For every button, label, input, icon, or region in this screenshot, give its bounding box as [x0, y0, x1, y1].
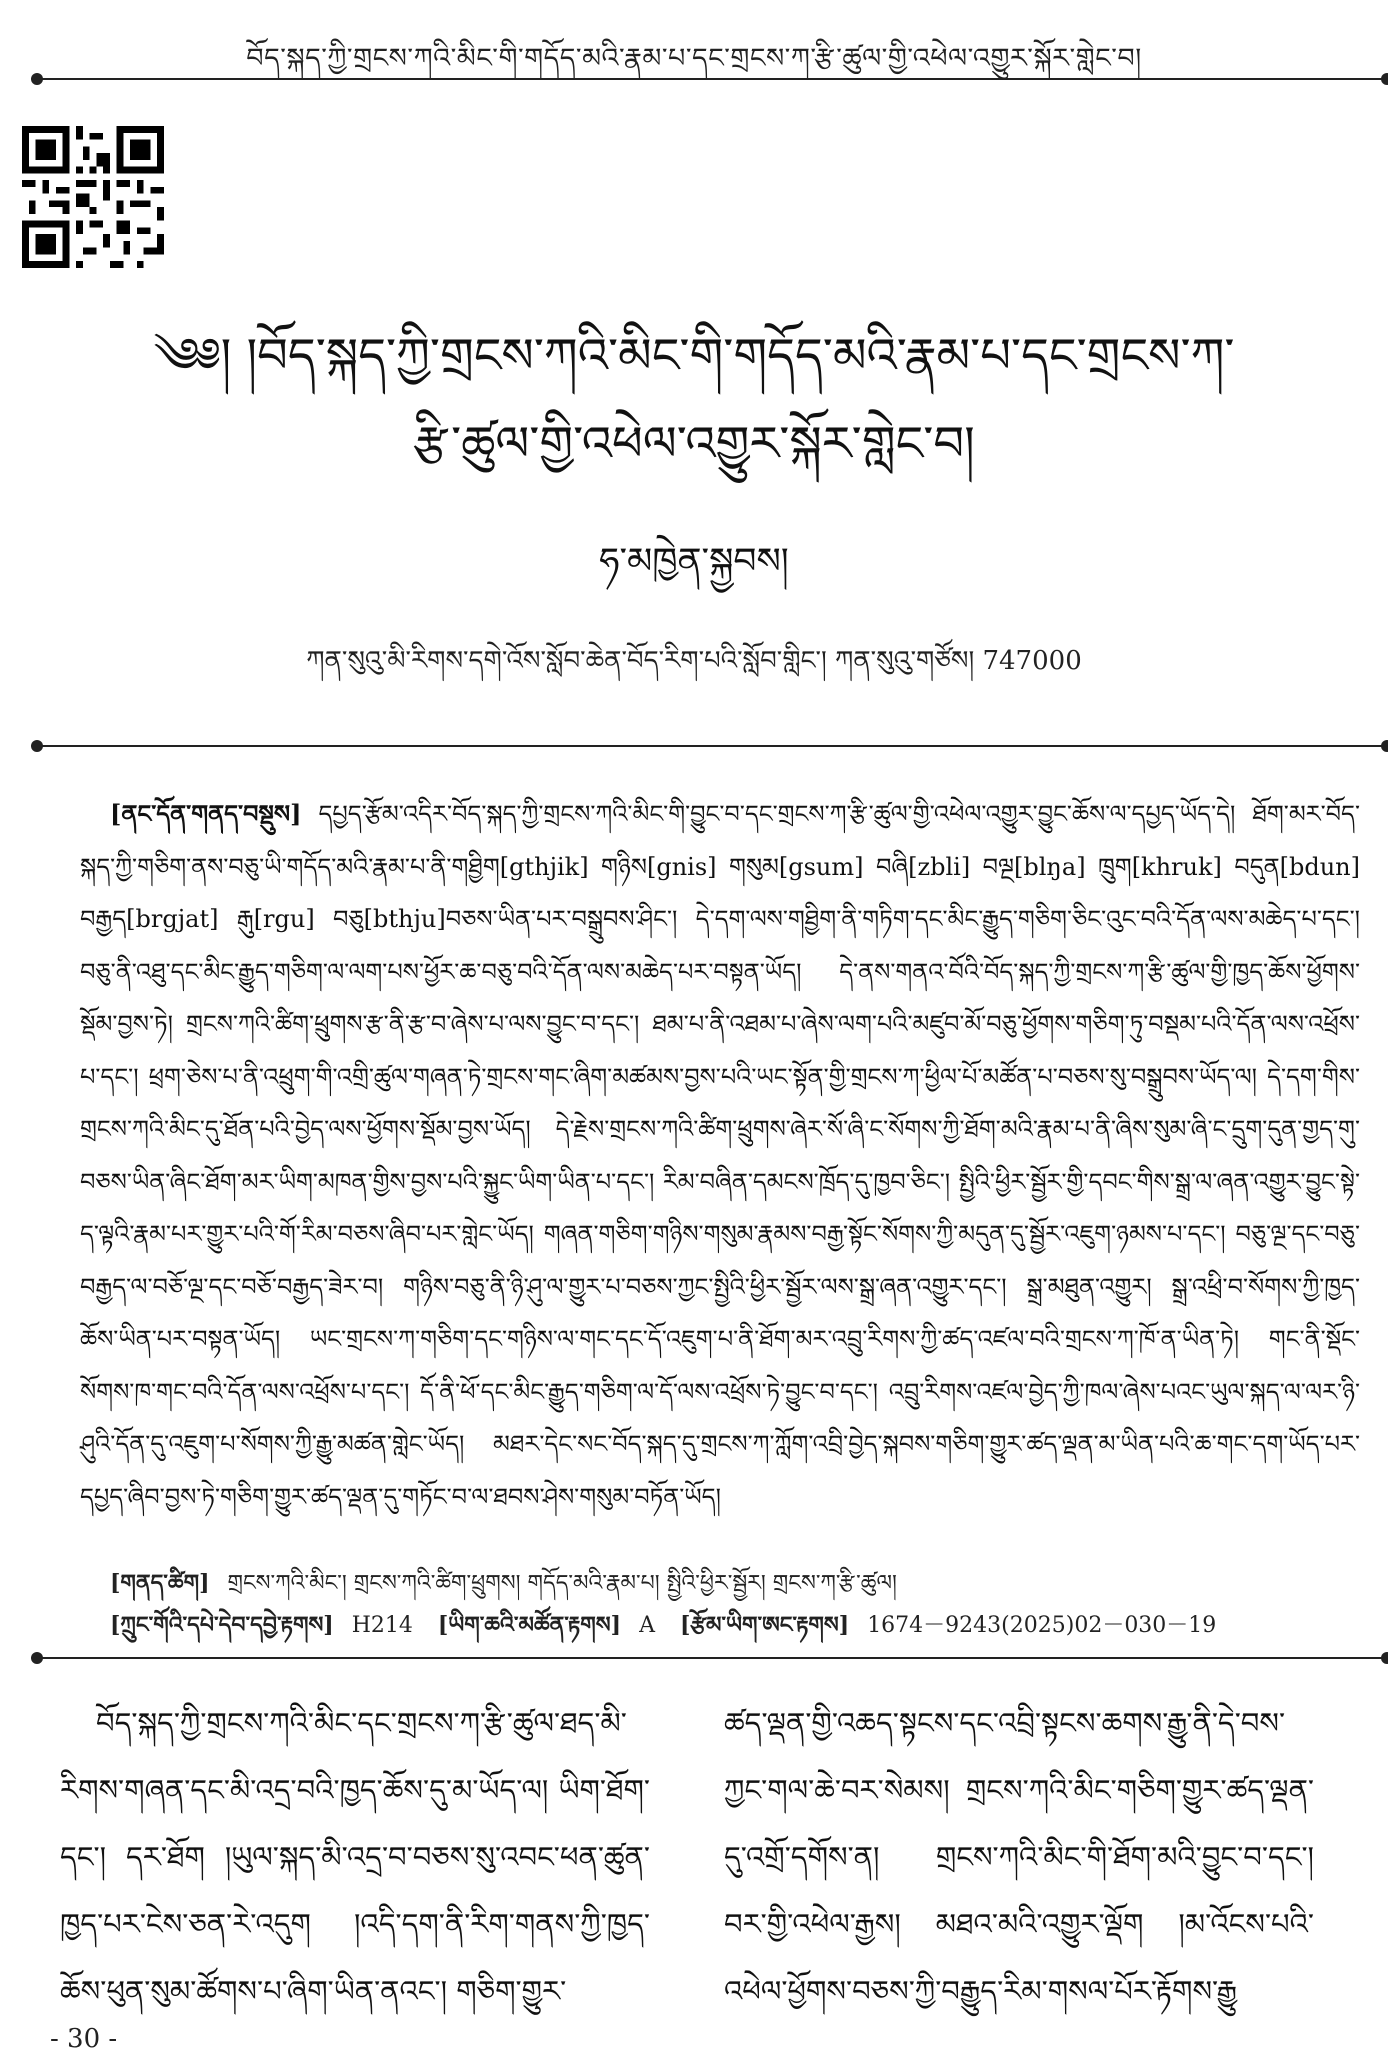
- running-head: བོད་སྐད་ཀྱི་གྲངས་ཀའི་མིང་གི་གདོད་མའི་རྣམ་པ་དང་གྲངས་ཀ་རྩི་ཚུལ་གྱི་འཕེལ་འགྱུར་སྐོར་གླེང་བ།: [246, 43, 1142, 74]
- article-id-value: 1674－9243(2025)02－030－19: [867, 1613, 1217, 1638]
- author-affiliation: ཀན་སུའུ་མི་རིགས་དགེ་འོས་སློབ་ཆེན་བོད་རིག་པའི་སློབ་གླིང་། ཀན་སུའུ་གཙོས། 747000: [306, 646, 1082, 676]
- body-column-left: [60, 1690, 650, 2025]
- keywords-text: གྲངས་ཀའི་མིང་། གྲངས་ཀའི་ཚིག་ཕྲུགས། གདོད་མའི་རྣམ་པ། སྤྱིའི་ཕྱིར་སྦྱོར། གྲངས་ཀ་རྩི་ཚུལ།: [227, 1571, 897, 1596]
- title-line-2: རྩི་ཚུལ་གྱི་འཕེལ་འགྱུར་སྐོར་གླེང་བ།: [413, 416, 975, 472]
- abstract-label: [ནང་དོན་གནད་བསྡུས]: [110, 799, 302, 828]
- title-line-1: ༄༅། །བོད་སྐད་ཀྱི་གྲངས་ཀའི་མིང་གི་གདོད་མའི་རྣམ་པ་དང་གྲངས་ཀ་: [153, 328, 1235, 384]
- classification-line: [110, 1600, 1360, 1662]
- page-number: - 30 -: [50, 2024, 118, 2054]
- clc-label: [ཀྲུང་གོའི་དཔེ་དེབ་དབྱེ་རྟགས]: [110, 1612, 334, 1638]
- abstract-bottom-rule: [34, 1657, 1388, 1659]
- keywords-label: [གནད་ཚིག]: [110, 1570, 210, 1596]
- body-paragraph: ཚད་ལྡན་གྱི་འཆད་སྟངས་དང་འབྲི་སྟངས་ཆགས་རྒྱུ་ནི་དེ་བས་ཀྱང་གལ་ཆེ་བར་སེམས། གྲངས་ཀའི་མིང་གཅིག་གྱུར་ཚད་ལྡན་དུ་འགྲོ་དགོས་ན། གྲངས་ཀའི་མིང་གི་ཐོག་མའི་བྱུང་བ་དང་། བར་གྱི་འཕེལ་རྒྱས། མཐའ་མའི་འགྱུར་ལྡོག །མ་འོངས་པའི་འཕེལ་ཕྱོགས་བཅས་ཀྱི་བརྒྱུད་རིམ་གསལ་པོར་རྟོགས་རྒྱུ: [724, 1706, 1314, 2008]
- qr-code: [22, 126, 164, 268]
- header-rule: [34, 78, 1388, 80]
- article-title: [80, 312, 1308, 488]
- body-column-right: [724, 1690, 1314, 2025]
- article-id-label: [རྩོམ་ཡིག་ཨང་རྟགས]: [679, 1612, 850, 1638]
- doc-code-label: [ཡིག་ཆའི་མཚོན་རྟགས]: [437, 1612, 622, 1638]
- abstract-paragraph: [80, 788, 1360, 1523]
- abstract-text: དཔྱད་རྩོམ་འདིར་བོད་སྐད་ཀྱི་གྲངས་ཀའི་མིང་གི་བྱུང་བ་དང་གྲངས་ཀ་རྩི་ཚུལ་གྱི་འཕེལ་འགྱུར་བྱུང་ཆོས་ལ་དཔྱད་ཡོད་དེ། ཐོག་མར་བོད་སྐད་ཀྱི་གཅིག་ནས་བཅུ་ཡི་གདོད་མའི་རྣམ་པ་ནི་གཐྱིག[gthjik] གཉིས[gnis] གསུམ[gsum] བཞི[zbli] བལྔ[blŋa] ཁྲུག[khruk] བདུན[bdun] བརྒྱད[brgjat] རྒུ[rgu] བཅུ[bthju]བཅས་ཡིན་པར་བསྒྲུབས་ཤིང་། དེ་དག་ལས་གཐྱིག་ནི་གཏིག་དང་མིང་རྒྱུད་གཅིག་ཅིང་འུང་བའི་དོན་ལས་མཆེད་པ་དང་། བཅུ་ནི་འཐུ་དང་མིང་རྒྱུད་གཅིག་ལ་ལག་པས་ཕྱོར་ཆ་བཅུ་བའི་དོན་ལས་མཆེད་པར་བསྟན་ཡོད། དེ་ནས་གནའ་བོའི་བོད་སྐད་ཀྱི་གྲངས་ཀ་རྩི་ཚུལ་གྱི་ཁྱད་ཆོས་ཕྱོགས་སྡོམ་བྱས་ཏེ། གྲངས་ཀའི་ཚིག་ཕྲུགས་རྩ་ནི་རྩ་བ་ཞེས་པ་ལས་བྱུང་བ་དང་། ཐམ་པ་ནི་འཐམ་པ་ཞེས་ལག་པའི་མཛུབ་མོ་བཅུ་ཕྱོགས་གཅིག་ཏུ་བསྡམ་པའི་དོན་ལས་འཕྲོས་པ་དང་། ཕྲག་ཅེས་པ་ནི་འཕྲུག་གི་འགྲི་ཚུལ་གཞན་ཏེ་གྲངས་གང་ཞིག་མཚམས་བྱས་པའི་ཡང་སྟོན་གྱི་གྲངས་ཀ་ཕྱིལ་པོ་མཚོན་པ་བཅས་སུ་བསྒྲུབས་ཡོད་ལ། དེ་དག་གིས་གྲངས་ཀའི་མིང་དུ་ཐོན་པའི་བྱེད་ལས་ཕྱོགས་སྡོམ་བྱས་ཡོད། དེ་རྗེས་གྲངས་ཀའི་ཚིག་ཕྲུགས་ཞེར་སོ་ཞི་ང་སོགས་ཀྱི་ཐོག་མའི་རྣམ་པ་ནི་ཞིས་སུམ་ཞི་ང་དྲུག་དུན་གྱད་གུ་བཅས་ཡིན་ཞིང་ཐོག་མར་ཡིག་མཁན་གྱིས་བྱས་པའི་སྐྱུང་ཡིག་ཡིན་པ་དང་། རིམ་བཞིན་དམངས་ཁྲོད་དུ་ཁྱབ་ཅིང་། སྤྱིའི་ཕྱིར་སྦྱོར་གྱི་དབང་གིས་སྒྲ་ལ་ཞན་འགྱུར་བྱུང་སྟེ་ད་ལྟའི་རྣམ་པར་གྱུར་པའི་གོ་རིམ་བཅས་ཞིབ་པར་གླེང་ཡོད། གཞན་གཅིག་གཉིས་གསུམ་རྣམས་བརྒྱ་སྟོང་སོགས་ཀྱི་མདུན་དུ་སྦྱོར་འཇུག་ཉམས་པ་དང་། བཅུ་ལྔ་དང་བཅུ་བརྒྱད་ལ་བཅོ་ལྔ་དང་བཅོ་བརྒྱད་ཟེར་བ། གཉིས་བཅུ་ནི་ཉི་ཤུ་ལ་གྱུར་པ་བཅས་ཀྱང་སྤྱིའི་ཕྱིར་སྦྱོར་ལས་སྒྲ་ཞན་འགྱུར་དང་། སྒྲ་མཐུན་འགྱུར། སྒྲ་འཕྲི་བ་སོགས་ཀྱི་ཁྱད་ཆོས་ཡིན་པར་བསྟན་ཡོད། ཡང་གྲངས་ཀ་གཅིག་དང་གཉིས་ལ་གང་དང་དོ་འཇུག་པ་ནི་ཐོག་མར་འབྲུ་རིགས་ཀྱི་ཚད་འཛལ་བའི་གྲངས་ཀ་ཁོ་ན་ཡིན་ཏེ། གང་ནི་སྡོང་སོགས་ཁ་གང་བའི་དོན་ལས་འཕྲོས་པ་དང་། དོ་ནི་ཕོ་དང་མིང་རྒྱུད་གཅིག་ལ་དོ་ལས་འཕྲོས་ཏེ་བྱུང་བ་དང་། འབྲུ་རིགས་འཛལ་བྱེད་ཀྱི་ཁལ་ཞེས་པའང་ཡུལ་སྐད་ལ་ལར་ཉི་ཤུའི་དོན་དུ་འཇུག་པ་སོགས་ཀྱི་རྒྱུ་མཚན་གླེང་ཡོད། མཐར་དེང་སང་བོད་སྐད་དུ་གྲངས་ཀ་ཀློག་འབྲི་བྱེད་སྐབས་གཅིག་གྱུར་ཚད་ལྡན་མ་ཡིན་པའི་ཆ་གང་དག་ཡོད་པར་དཔྱད་ཞིབ་བྱས་ཏེ་གཅིག་གྱུར་ཚད་ལྡན་དུ་གཏོང་བ་ལ་ཐབས་ཤེས་གསུམ་བཏོན་ཡོད།: [80, 800, 1360, 1511]
- body-paragraph: བོད་སྐད་ཀྱི་གྲངས་ཀའི་མིང་དང་གྲངས་ཀ་རྩི་ཚུལ་ཐད་མི་རིགས་གཞན་དང་མི་འདྲ་བའི་ཁྱད་ཆོས་དུ་མ་ཡོད་ལ། ཡིག་ཐོག་དང་། དར་ཐོག །ཡུལ་སྐད་མི་འདྲ་བ་བཅས་སུ་འབང་ཕན་ཚུན་ཁྱད་པར་ངེས་ཅན་རེ་འདུག །འདི་དག་ནི་རིག་གནས་ཀྱི་ཁྱད་ཆོས་ཕུན་སུམ་ཚོགས་པ་ཞིག་ཡིན་ནའང་། གཅིག་གྱུར་: [60, 1706, 650, 2008]
- author-name: ཧ་མཁྱེན་སྐྱབས།: [599, 541, 789, 582]
- clc-value: H214: [351, 1613, 413, 1638]
- abstract-block: [80, 788, 1360, 1523]
- abstract-top-rule: [34, 745, 1388, 747]
- doc-code-value: A: [639, 1613, 655, 1638]
